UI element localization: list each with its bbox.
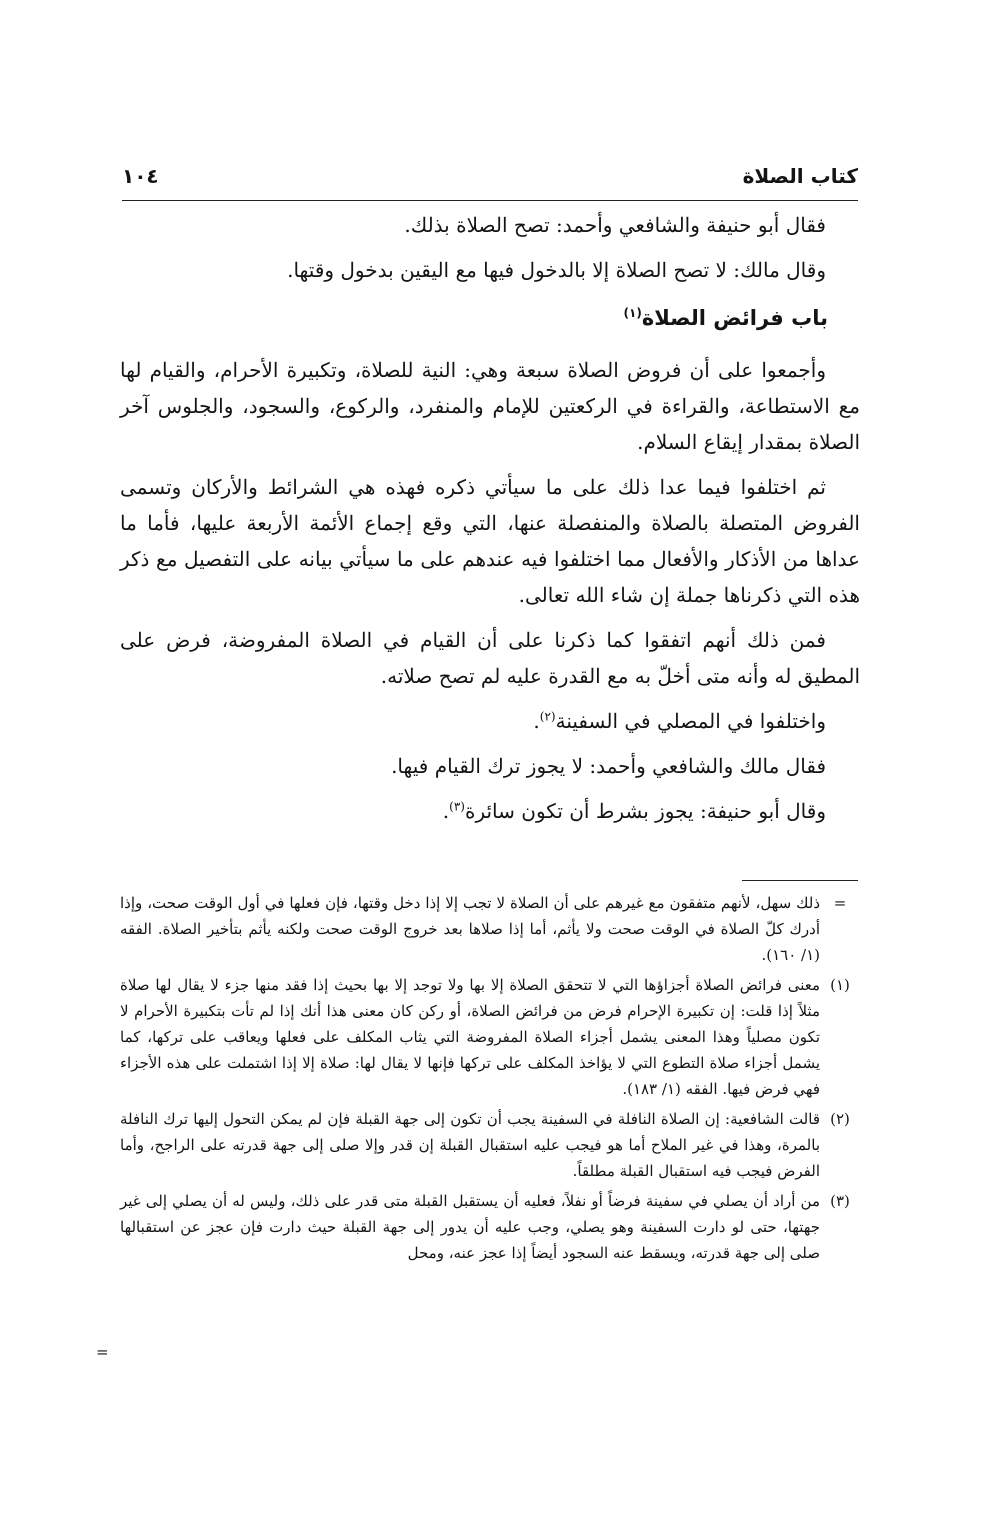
paragraph-8-end: . <box>442 799 450 823</box>
paragraph-6 <box>120 703 860 739</box>
page-number: ١٠٤ <box>122 164 159 188</box>
footnote <box>120 890 860 968</box>
footnote-ref-2: (٢) <box>539 709 556 724</box>
section-heading <box>120 303 828 333</box>
paragraph-3: وأجمعوا على أن فروض الصلاة سبعة وهي: النية للصلاة، وتكبيرة الأحرام، والقيام لها مع الاستطاعة، والقراءة في الركعتين للإمام والمنفرد، والركوع، والسجود، والجلوس آخر الصلاة بمقدار إيقاع السلام. <box>120 358 860 454</box>
footnote-marker: (٣) <box>830 1192 850 1210</box>
footnote-marker: = <box>833 894 847 912</box>
paragraph-6-text: واختلفوا في المصلي في السفينة <box>555 709 826 733</box>
footnote-text: من أراد أن يصلي في سفينة فرضاً أو نفلاً، فعليه أن يستقبل القبلة متى قدر على ذلك، وليس له أن يصلي إلى غير جهتها، حتى لو دارت السفينة وهو يصلي، وجب عليه أن يدور إلى جهة القبلة حيث دارت فإن عجز عن استقبالها صلى إلى جهة قدرته، ويسقط عنه السجود أيضاً إذا عجز عنه، ومحل <box>120 1192 820 1262</box>
footnote-text: قالت الشافعية: إن الصلاة النافلة في السفينة يجب أن تكون إلى جهة القبلة فإن لم يمكن التحول إليها ترك النافلة بالمرة، وهذا في غير الملاح أما هو فيجب عليه استقبال القبلة إن قدر وإلا صلى إلى جهة قدرته على الراجح، وأما الفرض فيجب فيه استقبال القبلة مطلقاً. <box>120 1110 820 1180</box>
paragraph-8 <box>120 793 860 829</box>
paragraph-2: وقال مالك: لا تصح الصلاة إلا بالدخول فيها مع اليقين بدخول وقتها. <box>287 258 826 282</box>
continuation-mark: = <box>96 1343 109 1361</box>
paragraph-5: فمن ذلك أنهم اتفقوا كما ذكرنا على أن القيام في الصلاة المفروضة، فرض على المطيق له وأنه متى أخلّ به مع القدرة عليه لم تصح صلاته. <box>120 628 860 688</box>
footnote-text: معنى فرائض الصلاة أجزاؤها التي لا تتحقق الصلاة إلا بها ولا توجد إلا بها بحيث إذا فقد منها جزء لا يقال لها صلاة مثلاً إذا قلت: إن تكبيرة الإحرام فرض من فرائض الصلاة، أو ركن كان معنى هذا أنك إذا لم تأت بتكبيرة الأحرام لا تكون مصلياً وهذا المعنى يشمل أجزاء الصلاة المفروضة التي يثاب المكلف على فعلها ويعاقب على تركها، كما يشمل أجزاء صلاة التطوع التي لا يؤاخذ المكلف على تركها فإنها لا يقال لها: صلاة إلا إذا اشتملت على هذه الأجزاء فهي فرض فيها. الفقه (١/ ١٨٣). <box>120 976 820 1098</box>
paragraph-8-text: وقال أبو حنيفة: يجوز بشرط أن تكون سائرة <box>464 799 826 823</box>
footnote-divider <box>742 880 858 881</box>
footnote-ref-3: (٣) <box>449 799 465 814</box>
running-title: كتاب الصلاة <box>742 164 858 188</box>
section-heading-text: باب فرائض الصلاة <box>641 306 828 330</box>
footnotes <box>120 890 860 1270</box>
footnote-marker: (٢) <box>830 1110 850 1128</box>
main-text <box>120 207 860 838</box>
page-header <box>122 160 858 201</box>
footnote-text: ذلك سهل، لأنهم متفقون مع غيرهم على أن الصلاة لا تجب إلا إذا دخل وقتها، فإن فعلها في أول الوقت صحت، وإذا أدرك كلّ الصلاة في الوقت صحت ولا يأثم، أما إذا صلاها بعد خروج الوقت صحت ولكنه يأثم بتأخير الصلاة. الفقه (١/ ١٦٠). <box>120 894 820 964</box>
paragraph-6-end: . <box>533 709 540 733</box>
paragraph-1: فقال أبو حنيفة والشافعي وأحمد: تصح الصلاة بذلك. <box>404 213 826 237</box>
paragraph-7: فقال مالك والشافعي وأحمد: لا يجوز ترك القيام فيها. <box>391 754 826 778</box>
footnote <box>120 1188 860 1266</box>
footnote <box>120 972 860 1102</box>
footnote-ref-1: (١) <box>623 306 642 320</box>
footnote <box>120 1106 860 1184</box>
footnote-marker: (١) <box>830 976 850 994</box>
paragraph-4: ثم اختلفوا فيما عدا ذلك على ما سيأتي ذكره فهذه هي الشرائط والأركان وتسمى الفروض المتصلة بالصلاة والمنفصلة عنها، التي وقع إجماع الأئمة الأربعة عليها، فأما ما عداها من الأذكار والأفعال مما اختلفوا فيه عندهم على ما سيأتي بيانه على التفصيل مع ذكر هذه التي ذكرناها جملة إن شاء الله تعالى. <box>120 475 860 607</box>
